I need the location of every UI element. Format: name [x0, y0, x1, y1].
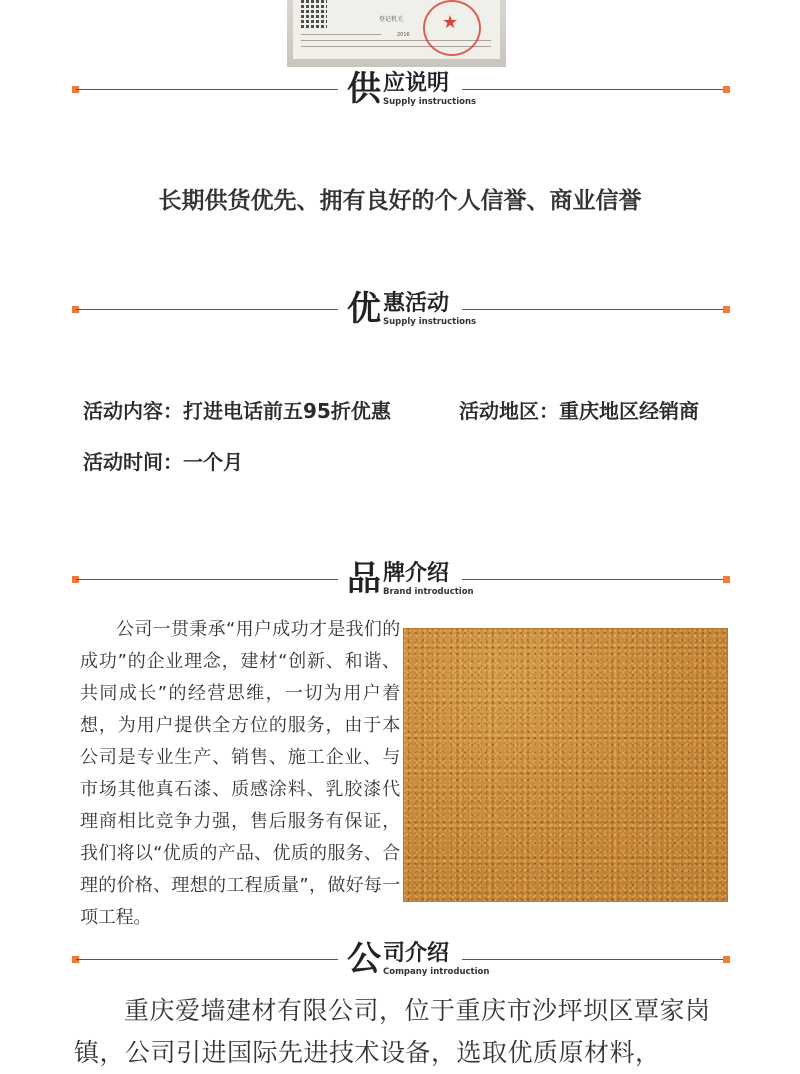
- section-title-initial: 公: [347, 939, 381, 979]
- promo-content: 活动内容：打进电话前五95折优惠: [83, 399, 391, 423]
- brand-description: 公司一贯秉承“用户成功才是我们的成功”的企业理念，建材“创新、和谐、共同成长”的经营思维，一切为用户着想，为用户提供全方位的服务，由于本公司是专业生产、销售、施工企业、与市场其他真石漆、质感涂料、乳胶漆代理商相比竞争力强，售后服务有保证，我们将以“优质的产品、优质的服务、合理的价格、理想的工程质量”，做好每一项工程。: [80, 619, 400, 928]
- promo-region: 活动地区：重庆地区经销商: [459, 399, 699, 423]
- section-title: 惠活动: [383, 291, 450, 316]
- section-title-initial: 供: [347, 69, 381, 109]
- company-description: 重庆爱墙建材有限公司，位于重庆市沙坪坝区覃家岗镇，公司引进国际先进技术设备，选取优质原材料，: [74, 996, 711, 1067]
- section-header-brand: [72, 560, 730, 600]
- section-title-initial: 品: [347, 559, 381, 599]
- business-license-image: 登记机关 2016 ★: [287, 0, 506, 67]
- section-subtitle: Supply instructions: [383, 97, 477, 107]
- section-subtitle: Brand introduction: [383, 587, 474, 597]
- section-title-initial: 优: [347, 289, 381, 329]
- license-label: 登记机关: [379, 16, 404, 23]
- section-subtitle: Company introduction: [383, 967, 490, 977]
- section-title: 应说明: [383, 71, 450, 96]
- product-texture-image: [403, 628, 728, 902]
- supply-description: 长期供货优先、拥有良好的个人信誉、商业信誉: [158, 188, 642, 214]
- section-header-company: [72, 940, 730, 980]
- section-title: 牌介绍: [383, 561, 450, 586]
- promo-time: 活动时间：一个月: [83, 450, 243, 474]
- license-date: 2016: [397, 32, 410, 38]
- section-subtitle: Supply instructions: [383, 317, 477, 327]
- section-header-promo: [72, 290, 730, 330]
- section-header-supply: [72, 70, 730, 110]
- section-title: 司介绍: [383, 941, 450, 966]
